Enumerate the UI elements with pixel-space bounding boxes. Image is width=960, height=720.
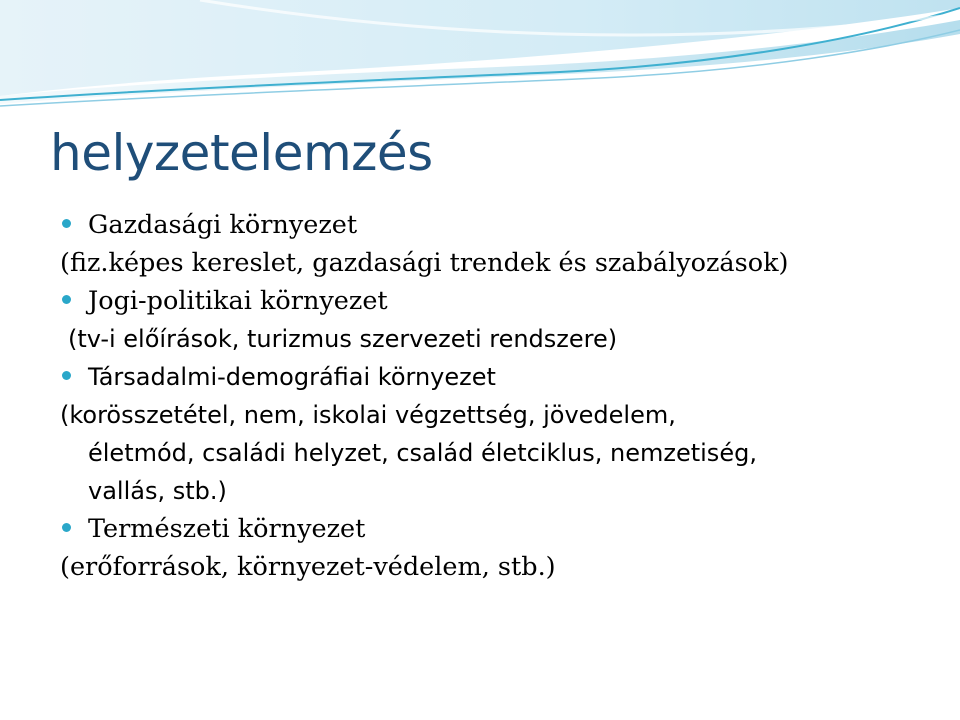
list-item-text: Jogi-politikai környezet (88, 286, 388, 316)
round-bullet-icon (62, 523, 71, 532)
list-item-detail (62, 320, 942, 358)
round-bullet-icon (62, 219, 71, 228)
slide-title: helyzetelemzés (50, 124, 433, 182)
list-item (62, 358, 942, 396)
list-item-detail (60, 396, 942, 434)
list-item (62, 206, 942, 244)
round-bullet-icon (62, 371, 71, 380)
content-list (62, 206, 942, 586)
round-bullet-icon (62, 295, 71, 304)
list-item-detail-text: életmód, családi helyzet, család életciklus, nemzetiség, (88, 439, 757, 467)
list-item-detail-text: (tv-i előírások, turizmus szervezeti rendszere) (68, 325, 618, 353)
list-item-detail (62, 434, 942, 472)
list-item (62, 510, 942, 548)
list-item-detail (60, 244, 942, 282)
list-item-text: Társadalmi-demográfiai környezet (88, 363, 496, 391)
list-item-detail-text: (korösszetétel, nem, iskolai végzettség, jövedelem, (60, 401, 676, 429)
list-item-detail (62, 472, 942, 510)
header-wave-decoration (0, 0, 960, 110)
list-item-text: Gazdasági környezet (88, 210, 358, 240)
list-item (62, 282, 942, 320)
list-item-detail (60, 548, 942, 586)
list-item-detail-text: (fiz.képes kereslet, gazdasági trendek és szabályozások) (60, 248, 789, 278)
list-item-text: Természeti környezet (88, 514, 366, 544)
list-item-detail-text: vallás, stb.) (88, 477, 227, 505)
list-item-detail-text: (erőforrások, környezet-védelem, stb.) (60, 552, 556, 582)
